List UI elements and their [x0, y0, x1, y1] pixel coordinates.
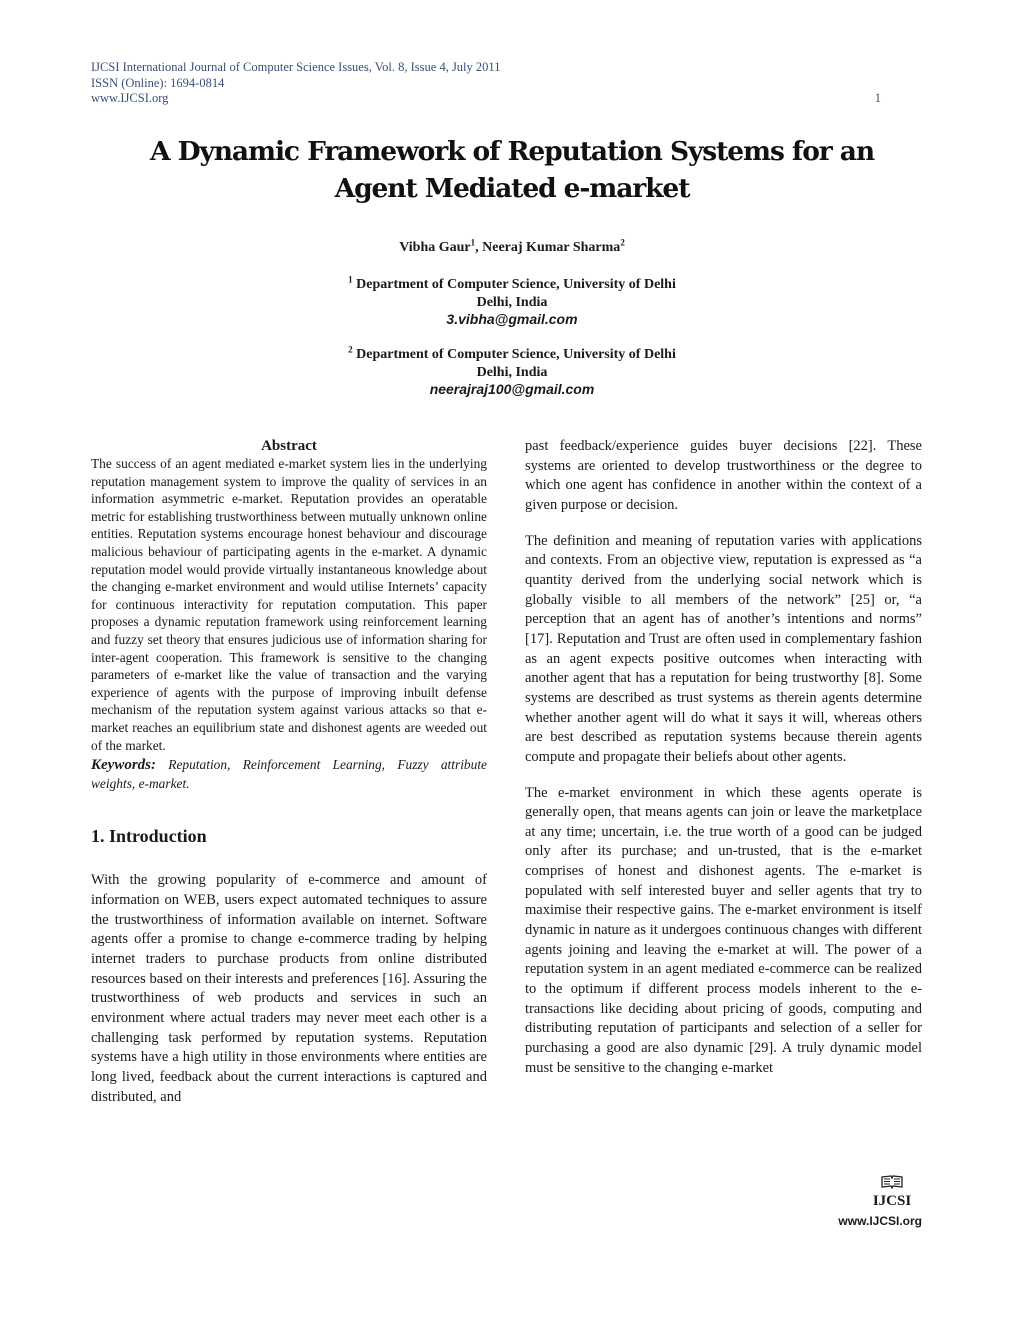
- affiliation-2-email[interactable]: neerajraj100@gmail.com: [429, 381, 595, 397]
- introduction-paragraph: With the growing popularity of e-commerce and amount of information on WEB, users expect automated techniques to assure the trustworthiness of information available on internet. Software agents offer a promise to change e-commerce trading by helping internet traders to purchase products from online distributed resources based on their interests and preferences [16]. Assuring the trustworthiness of web products and services in such an environment where actual traders may never meet each other is a challenging task performed by reputation systems. Reputation systems have a high utility in those environments where entities are long lived, feedback about the current interactions is captured and distributed, and: [91, 872, 487, 1105]
- author-2: Neeraj Kumar Sharma: [482, 240, 621, 255]
- keywords: [91, 756, 487, 792]
- section-heading-introduction: 1. Introduction: [91, 826, 207, 847]
- abstract-heading: Abstract: [261, 438, 317, 454]
- logo-text: IJCSI: [872, 1193, 912, 1209]
- footer-url[interactable]: www.IJCSI.org: [838, 1214, 922, 1228]
- paper-title: [91, 133, 933, 207]
- affiliation-1-sup: 1: [348, 274, 353, 285]
- affiliation-2-dept: Department of Computer Science, University of Delhi: [356, 347, 676, 362]
- author-2-sup: 2: [620, 237, 625, 248]
- right-paragraph-2: The definition and meaning of reputation varies with applications and contexts. From an objective view, reputation is expressed as “a quantity derived from the underlying social network which is globally visible to all members of the network” [25] or, “a perception that an agent has of another’s intentions and norms” [17]. Reputation and Trust are often used in complementary fashion as an agent expects positive outcomes when interacting with another agent that has a reputation for being trustworthy [8]. Some systems are described as trust systems as therein agents determine whether another agent will do what it says it will, whereas others are best described as reputation systems because therein agents compute and propagate their beliefs about other agents.: [525, 532, 922, 765]
- abstract-text: The success of an agent mediated e-market system lies in the underlying reputation management system to improve the quality of services in an information asymmetric e-market. Reputation provides an operatable metric for establishing trustworthiness between mutually unknown online entities. Reputation systems encourage honest behaviour and discourage malicious behaviour of participating agents in the e-market. A dynamic reputation model would provide virtually instantaneous knowledge about the changing e-market environment and would utilise Internets’ capacity for continuous interactivity for reputation computation. This paper proposes a dynamic reputation framework using reinforcement learning and fuzzy set theory that ensures judicious use of information sharing for inter-agent cooperation. This framework is sensitive to the changing parameters of e-market like the value of transaction and the varying experience of agents with the purpose of improving inbuilt defense mechanism of the reputation system against various attacks so that e-market reaches an equilibrium state and dishonest agents are weeded out of the market.: [91, 456, 487, 753]
- right-paragraph-3: The e-market environment in which these agents operate is generally open, that means agents can join or leave the marketplace at any time; uncertain, i.e. the true worth of a good can be judged only after its purchase; and un-trusted, that is the e-market comprises of honest and dishonest agents. The e-market is populated with self interested buyer and seller agents that try to maximise their respective gains. The e-market environment is itself dynamic in nature as it undergoes continuous changes with different agents joining and leaving the e-market at will. The power of a reputation system in an agent mediated e-commerce can be realized to the optimum if different process models inherent to the e-transactions like deciding about pricing of goods, computing and distributing reputation of participants and selection of a seller for purchasing a good are also dynamic [29]. A truly dynamic model must be sensitive to the changing e-market: [525, 784, 922, 1076]
- author-line: Vibha Gaur$^1$, Neeraj Kumar Sharma$^2$: [399, 237, 625, 255]
- book-icon: [862, 1175, 922, 1193]
- journal-url[interactable]: www.IJCSI.org: [91, 91, 169, 105]
- keywords-label: Keywords:: [91, 757, 156, 774]
- affiliation-1-dept: Department of Computer Science, University of Delhi: [356, 277, 676, 292]
- keywords-text: Reputation, Reinforcement Learning, Fuzzy attribute weights, e-market.: [91, 757, 487, 791]
- author-1: Vibha Gaur: [399, 240, 471, 255]
- right-paragraph-1: past feedback/experience guides buyer decisions [22]. These systems are oriented to develop trustworthiness or the degree to which one agent has confidence in another within the context of a given purpose or decision.: [525, 438, 922, 513]
- title-line-1: A Dynamic Framework of Reputation Systems for an: [150, 136, 874, 167]
- affiliation-2-sup: 2: [348, 344, 353, 355]
- page-number: 1: [874, 91, 881, 105]
- affiliation-1: [91, 276, 933, 329]
- affiliation-2-location: Delhi, India: [476, 364, 548, 380]
- journal-name: IJCSI International Journal of Computer Science Issues, Vol. 8, Issue 4, July 2011: [91, 60, 501, 74]
- affiliation-1-location: Delhi, India: [476, 294, 548, 310]
- title-line-2: Agent Mediated e-market: [334, 173, 690, 204]
- journal-header: [91, 60, 881, 107]
- right-column: [525, 437, 922, 1078]
- journal-issn: ISSN (Online): 1694-0814: [91, 75, 225, 90]
- journal-logo: [862, 1175, 922, 1210]
- left-column: [91, 437, 487, 1107]
- author-1-sup: 1: [470, 237, 476, 248]
- affiliation-2: [91, 346, 933, 399]
- affiliation-1-email[interactable]: 3.vibha@gmail.com: [446, 311, 578, 327]
